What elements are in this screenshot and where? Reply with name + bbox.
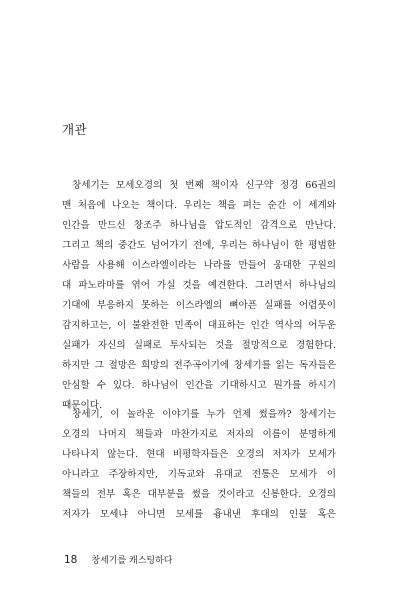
paragraph-line: 대 파노라마를 엮어 가실 것을 예견한다. 그러면서 하나님의 (62, 280, 336, 291)
paragraph-line: 때문이다. (62, 400, 103, 411)
paragraph-line: 사람을 사용해 이스라엘이라는 나라를 만들어 웅대한 구원의 (62, 260, 336, 271)
paragraph-line: 나타나지 않는다. 현대 비평학자들은 오경의 저자가 모세가 (62, 449, 336, 460)
paragraph-line: 오경의 나머지 책들과 마찬가지로 저자의 이름이 분명하게 (62, 429, 336, 440)
paragraph-line: 창세기, 이 놀라운 이야기를 누가 언제 썼을까? 창세기는 (72, 409, 336, 420)
running-title: 창세기를 캐스팅하다 (91, 556, 173, 566)
page-number: 18 (64, 554, 78, 566)
paragraph-2 (62, 405, 336, 525)
paragraph-line: 안심할 수 있다. 하나님이 인간을 기대하시고 뭔가를 하시기 (62, 380, 336, 391)
paragraph-line: 맨 처음에 나오는 책이다. 우리는 책을 펴는 순간 이 세계와 (62, 200, 336, 211)
section-heading: 개관 (62, 122, 88, 137)
paragraph-line: 저자가 모세냐 아니면 모세를 흉내낸 후대의 인물 혹은 (62, 509, 336, 520)
paragraph-line: 감지하고는, 이 불완전한 민족이 대표하는 인간 역사의 어두운 (62, 320, 336, 331)
paragraph-line: 하지만 그 절망은 희망의 전주곡이기에 창세기를 읽는 독자들은 (62, 360, 336, 371)
paragraph-line: 창세기는 모세오경의 첫 번째 책이자 신구약 정경 66권의 (72, 180, 336, 191)
paragraph-line: 책들의 전부 혹은 대부분을 썼을 것이라고 신봉한다. 오경의 (62, 489, 336, 500)
page-footer (64, 553, 172, 566)
paragraph-line: 기대에 부응하지 못하는 이스라엘의 뼈아픈 실패를 어렴풋이 (62, 300, 336, 311)
paragraph-1 (62, 176, 336, 416)
paragraph-line: 실패가 자신의 실패로 투사되는 것을 절망적으로 경험한다. (62, 340, 336, 351)
paragraph-line: 아니라고 주장하지만, 기독교와 유대교 전통은 모세가 이 (62, 469, 336, 480)
paragraph-line: 그리고 책의 중간도 넘어가기 전에, 우리는 하나님이 한 평범한 (62, 240, 336, 251)
paragraph-line: 인간을 만드신 창조주 하나님을 압도적인 감격으로 만난다. (62, 220, 336, 231)
